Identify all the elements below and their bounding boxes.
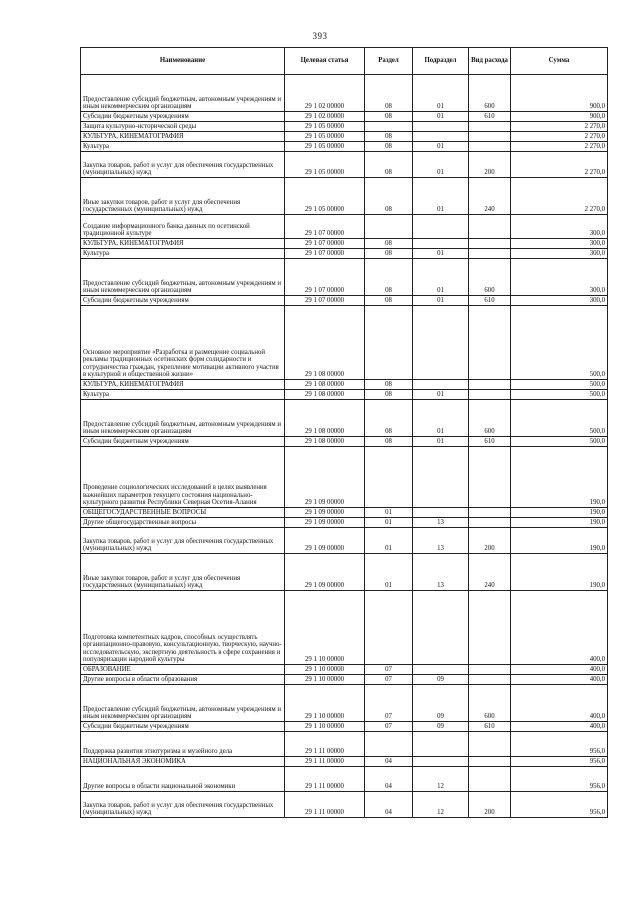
row-expense-type [469,732,511,757]
row-name: Закупка товаров, работ и услуг для обеспечения государственных (муниципальных) нужд [81,152,285,178]
table-header-row [81,48,608,75]
row-amount: 2 270,0 [511,178,608,215]
row-section: 07 [365,685,413,722]
row-expense-type [469,239,511,249]
table-row [81,665,608,675]
row-section [365,215,413,239]
header-amount: Сумма [511,48,608,75]
row-section [365,122,413,132]
row-subsection: 09 [413,722,469,732]
table-row [81,249,608,259]
row-section [365,732,413,757]
row-subsection: 01 [413,437,469,447]
row-amount: 300,0 [511,296,608,306]
row-subsection [413,380,469,390]
table-row [81,554,608,591]
row-name: Субсидии бюджетным учреждениям [81,112,285,122]
table-row [81,767,608,792]
row-subsection: 01 [413,75,469,112]
row-subsection: 01 [413,259,469,296]
table-row [81,400,608,437]
row-section: 07 [365,675,413,685]
row-subsection: 12 [413,792,469,818]
row-name: Другие общегосударственные вопросы [81,518,285,528]
row-subsection [413,508,469,518]
row-name: Культура [81,249,285,259]
row-target-article: 29 1 05 00000 [285,152,365,178]
row-expense-type [469,249,511,259]
header-name: Наименование [81,48,285,75]
row-name: Защита культурно-исторической среды [81,122,285,132]
table-row [81,518,608,528]
row-section: 08 [365,296,413,306]
row-section: 01 [365,518,413,528]
row-expense-type [469,390,511,400]
row-subsection [413,757,469,767]
table-row [81,296,608,306]
row-subsection [413,447,469,508]
header-subsection: Подраздел [413,48,469,75]
row-target-article: 29 1 07 00000 [285,296,365,306]
row-amount: 956,0 [511,767,608,792]
row-subsection [413,665,469,675]
row-subsection: 09 [413,675,469,685]
table-row [81,380,608,390]
row-subsection [413,239,469,249]
row-subsection: 13 [413,518,469,528]
table-row [81,122,608,132]
row-target-article: 29 1 02 00000 [285,75,365,112]
row-expense-type: 600 [469,685,511,722]
row-target-article: 29 1 08 00000 [285,306,365,380]
table-row [81,675,608,685]
table-row [81,685,608,722]
row-section: 01 [365,554,413,591]
table-row [81,112,608,122]
row-target-article: 29 1 10 00000 [285,591,365,665]
row-section: 08 [365,390,413,400]
row-amount: 190,0 [511,518,608,528]
row-target-article: 29 1 07 00000 [285,259,365,296]
row-amount: 500,0 [511,437,608,447]
row-target-article: 29 1 10 00000 [285,685,365,722]
row-subsection: 01 [413,152,469,178]
row-name: Закупка товаров, работ и услуг для обеспечения государственных (муниципальных) нужд [81,528,285,554]
row-amount: 500,0 [511,400,608,437]
row-name: Подготовка компетентных кадров, способных осуществлять организационно-правовую, консультационную, творческую, научно-исследовательскую, экспертную деятельность в сфере сохранения и популяризации народной культуры [81,591,285,665]
row-name: Предоставление субсидий бюджетным, автономным учреждениям и иным некоммерческим организациям [81,685,285,722]
table-row [81,792,608,818]
row-expense-type: 610 [469,112,511,122]
table-row [81,591,608,665]
row-amount: 900,0 [511,75,608,112]
row-subsection: 13 [413,554,469,591]
row-amount: 190,0 [511,508,608,518]
row-target-article: 29 1 09 00000 [285,554,365,591]
row-expense-type [469,142,511,152]
row-section: 08 [365,437,413,447]
row-amount: 400,0 [511,685,608,722]
table-row [81,306,608,380]
row-amount: 500,0 [511,380,608,390]
table-row [81,152,608,178]
table-row [81,508,608,518]
table-body [81,75,608,818]
row-subsection [413,132,469,142]
table-row [81,178,608,215]
row-expense-type: 610 [469,437,511,447]
row-target-article: 29 1 07 00000 [285,215,365,239]
row-section: 08 [365,132,413,142]
row-amount: 190,0 [511,528,608,554]
row-subsection: 01 [413,142,469,152]
row-section: 08 [365,380,413,390]
row-target-article: 29 1 10 00000 [285,665,365,675]
row-section: 04 [365,757,413,767]
row-name: ОБЩЕГОСУДАРСТВЕННЫЕ ВОПРОСЫ [81,508,285,518]
row-section: 08 [365,152,413,178]
table-row [81,437,608,447]
row-subsection: 01 [413,296,469,306]
row-amount: 956,0 [511,757,608,767]
row-expense-type: 610 [469,296,511,306]
row-expense-type [469,122,511,132]
table-row [81,259,608,296]
row-name: Другие вопросы в области национальной экономики [81,767,285,792]
row-amount: 500,0 [511,306,608,380]
row-section: 04 [365,767,413,792]
row-amount: 956,0 [511,732,608,757]
row-target-article: 29 1 07 00000 [285,249,365,259]
row-name: Закупка товаров, работ и услуг для обеспечения государственных (муниципальных) нужд [81,792,285,818]
row-expense-type: 200 [469,152,511,178]
row-target-article: 29 1 05 00000 [285,122,365,132]
row-target-article: 29 1 02 00000 [285,112,365,122]
row-section: 08 [365,178,413,215]
row-amount: 400,0 [511,675,608,685]
row-section: 07 [365,722,413,732]
row-subsection [413,215,469,239]
row-subsection: 01 [413,390,469,400]
row-target-article: 29 1 11 00000 [285,732,365,757]
row-amount: 300,0 [511,215,608,239]
page-number: 393 [312,31,328,41]
row-name: Культура [81,390,285,400]
row-name: КУЛЬТУРА, КИНЕМАТОГРАФИЯ [81,132,285,142]
table-row [81,390,608,400]
table-row [81,215,608,239]
row-target-article: 29 1 10 00000 [285,675,365,685]
row-amount: 300,0 [511,249,608,259]
row-section: 08 [365,142,413,152]
row-expense-type [469,757,511,767]
row-expense-type [469,447,511,508]
row-amount: 2 270,0 [511,142,608,152]
row-expense-type: 600 [469,400,511,437]
row-target-article: 29 1 05 00000 [285,132,365,142]
row-section: 08 [365,400,413,437]
row-subsection: 01 [413,400,469,437]
budget-table [80,47,608,818]
row-name: Субсидии бюджетным учреждениям [81,437,285,447]
row-amount: 400,0 [511,722,608,732]
row-section: 04 [365,792,413,818]
row-target-article: 29 1 09 00000 [285,528,365,554]
row-expense-type [469,508,511,518]
row-expense-type [469,767,511,792]
row-amount: 500,0 [511,390,608,400]
row-expense-type: 610 [469,722,511,732]
row-section: 08 [365,239,413,249]
table-row [81,239,608,249]
row-subsection: 01 [413,112,469,122]
row-name: Основное мероприятие «Разработка и размещение социальной рекламы традиционных осетинских форм солидарности и сотрудничества граждан, укрепление мотивации активного участия в культурной и общественной жизни» [81,306,285,380]
row-expense-type [469,675,511,685]
row-name: КУЛЬТУРА, КИНЕМАТОГРАФИЯ [81,380,285,390]
row-target-article: 29 1 11 00000 [285,767,365,792]
row-section: 08 [365,75,413,112]
row-expense-type [469,591,511,665]
row-name: Поддержка развития этнотуризма и музейного дела [81,732,285,757]
row-name: Проведение социологических исследований в целях выявления важнейших параметров текущего состояния национально-культурного развития Республики Северная Осетия-Алания [81,447,285,508]
row-expense-type [469,132,511,142]
row-name: Субсидии бюджетным учреждениям [81,722,285,732]
row-section: 08 [365,249,413,259]
row-section [365,306,413,380]
header-section: Раздел [365,48,413,75]
table-row [81,732,608,757]
row-target-article: 29 1 08 00000 [285,400,365,437]
row-amount: 2 270,0 [511,122,608,132]
table-row [81,132,608,142]
row-expense-type [469,665,511,675]
row-name: Создание информационного банка данных по осетинской традиционной культуре [81,215,285,239]
row-target-article: 29 1 11 00000 [285,792,365,818]
row-name: НАЦИОНАЛЬНАЯ ЭКОНОМИКА [81,757,285,767]
row-amount: 900,0 [511,112,608,122]
row-name: ОБРАЗОВАНИЕ [81,665,285,675]
row-target-article: 29 1 09 00000 [285,518,365,528]
row-subsection: 13 [413,528,469,554]
row-name: Предоставление субсидий бюджетным, автономным учреждениям и иным некоммерческим организациям [81,259,285,296]
row-amount: 190,0 [511,447,608,508]
row-section: 01 [365,528,413,554]
row-subsection: 09 [413,685,469,722]
row-subsection [413,306,469,380]
table-row [81,142,608,152]
row-name: Субсидии бюджетным учреждениям [81,296,285,306]
row-expense-type [469,215,511,239]
row-name: Иные закупки товаров, работ и услуг для обеспечения государственных (муниципальных) нужд [81,178,285,215]
row-name: Иные закупки товаров, работ и услуг для обеспечения государственных (муниципальных) нужд [81,554,285,591]
table-row [81,75,608,112]
row-target-article: 29 1 11 00000 [285,757,365,767]
row-subsection [413,122,469,132]
row-amount: 400,0 [511,665,608,675]
row-expense-type: 200 [469,792,511,818]
row-amount: 400,0 [511,591,608,665]
row-amount: 956,0 [511,792,608,818]
row-amount: 300,0 [511,239,608,249]
row-subsection: 12 [413,767,469,792]
row-expense-type: 240 [469,554,511,591]
table-row [81,757,608,767]
row-expense-type: 600 [469,75,511,112]
row-section: 01 [365,508,413,518]
row-section: 08 [365,112,413,122]
row-expense-type: 240 [469,178,511,215]
row-section [365,447,413,508]
row-section: 08 [365,259,413,296]
row-target-article: 29 1 09 00000 [285,447,365,508]
row-target-article: 29 1 08 00000 [285,380,365,390]
row-amount: 2 270,0 [511,132,608,142]
row-name: КУЛЬТУРА, КИНЕМАТОГРАФИЯ [81,239,285,249]
table-row [81,528,608,554]
row-name: Предоставление субсидий бюджетным, автономным учреждениям и иным некоммерческим организациям [81,400,285,437]
row-amount: 300,0 [511,259,608,296]
row-target-article: 29 1 05 00000 [285,178,365,215]
row-expense-type [469,306,511,380]
row-name: Другие вопросы в области образования [81,675,285,685]
row-name: Предоставление субсидий бюджетным, автономным учреждениям и иным некоммерческим организациям [81,75,285,112]
row-expense-type: 600 [469,259,511,296]
row-subsection: 01 [413,178,469,215]
row-section: 07 [365,665,413,675]
row-subsection [413,732,469,757]
row-section [365,591,413,665]
row-target-article: 29 1 09 00000 [285,508,365,518]
row-target-article: 29 1 07 00000 [285,239,365,249]
row-expense-type [469,518,511,528]
row-amount: 190,0 [511,554,608,591]
table-row [81,447,608,508]
row-amount: 2 270,0 [511,152,608,178]
row-target-article: 29 1 05 00000 [285,142,365,152]
row-target-article: 29 1 10 00000 [285,722,365,732]
header-expense-type: Вид расхода [469,48,511,75]
header-target-article: Целевая статья [285,48,365,75]
row-target-article: 29 1 08 00000 [285,437,365,447]
table-row [81,722,608,732]
row-expense-type [469,380,511,390]
row-subsection [413,591,469,665]
row-subsection: 01 [413,249,469,259]
row-expense-type: 200 [469,528,511,554]
row-name: Культура [81,142,285,152]
row-target-article: 29 1 08 00000 [285,390,365,400]
